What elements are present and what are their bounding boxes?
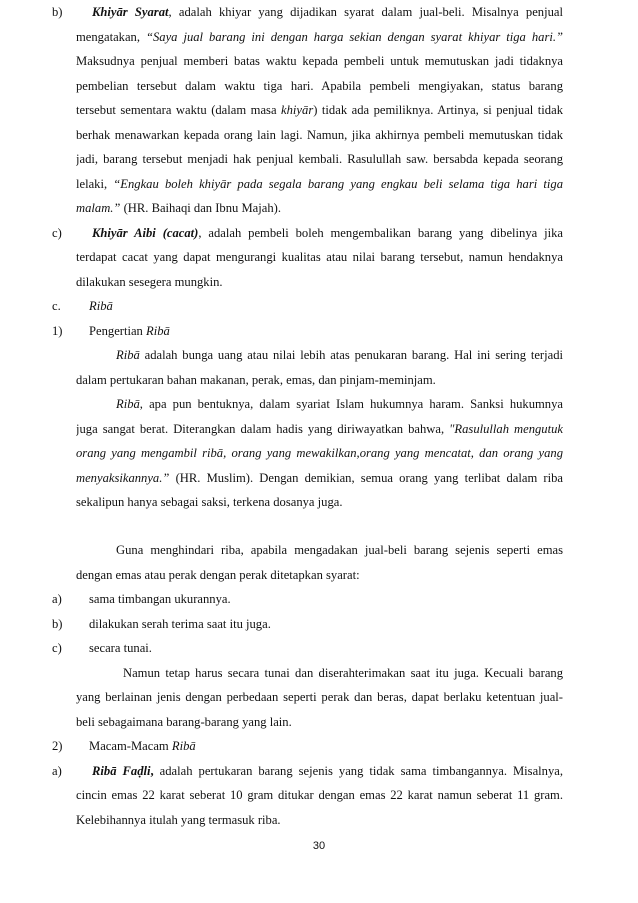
text-line — [76, 98, 563, 123]
text-line — [76, 74, 563, 99]
subsection-marker: 1) — [52, 323, 63, 338]
text-run: (HR. Muslim). Dengan demikian, semua orang yang terlibat dalam riba — [169, 470, 563, 485]
text-line — [76, 417, 563, 442]
text-run: yang berlainan jenis dengan perbedaan seperti perak dan beras, dapat berlaku ketentuan jual- — [76, 690, 563, 704]
text-run: Namun tetap harus secara tunai dan diserahterimakan saat itu juga. Kecuali barang — [123, 665, 563, 680]
text-line — [76, 123, 563, 148]
text-line — [76, 49, 563, 74]
text-run: dilakukan sesegera mungkin. — [76, 274, 223, 289]
text-line — [76, 25, 563, 50]
text-line — [76, 196, 281, 221]
text-run: , — [150, 763, 154, 778]
subsection-label: Pengertian — [89, 323, 147, 338]
text-run: lelaki, — [76, 176, 114, 191]
text-run: ) tidak ada pemiliknya. Artinya, si penjual tidak — [313, 103, 563, 117]
text-line — [76, 368, 436, 393]
text-line — [116, 343, 563, 368]
item-marker: b) — [52, 5, 63, 19]
list-marker: c) — [52, 641, 62, 655]
text-run: Ribā Faḍli — [92, 763, 151, 778]
subsection-label: Macam-Macam — [89, 739, 172, 753]
text-run: mengatakan, — [76, 29, 146, 44]
item-marker: c) — [52, 225, 62, 240]
text-line — [76, 710, 292, 735]
text-line — [76, 245, 563, 270]
text-run: Khiyār Aibi (cacat) — [92, 225, 199, 240]
text-line — [123, 661, 563, 686]
list-marker: b) — [52, 616, 63, 631]
text-run: sekalipun hanya sebagai saksi, terkena dosanya juga. — [76, 495, 343, 509]
text-run: (HR. Baihaqi dan Ibnu Majah). — [120, 201, 281, 215]
list-item: secara tunai. — [89, 641, 152, 655]
text-run: jadi, barang tersebut menjadi hak penjual kembali. Rasulullah saw. bersabda kepada seorang — [76, 152, 563, 166]
text-line — [92, 759, 563, 784]
page-number: 30 — [312, 840, 326, 852]
text-line — [76, 685, 563, 710]
subsection-term: Ribā — [171, 739, 196, 753]
text-run: Kelebihannya itulah yang termasuk riba. — [76, 812, 281, 827]
text-run: “Saya jual barang ini dengan harga sekian dengan syarat khiyar tiga hari.” — [145, 29, 563, 44]
subsection-title — [89, 734, 196, 759]
text-run: adalah bunga uang atau nilai lebih atas penukaran barang. Hal ini sering terjadi — [139, 348, 563, 362]
text-run: khiyār — [281, 103, 314, 117]
list-item: dilakukan serah terima saat itu juga. — [89, 616, 271, 631]
text-run: orang yang mengambil ribā, orang yang mewakilkan,orang yang mencatat, dan orang yang — [76, 446, 563, 460]
text-run: , apa pun bentuknya, dalam syariat Islam hukumnya haram. Sanksi hukumnya — [139, 397, 563, 411]
section-marker: c. — [52, 299, 61, 313]
text-line — [76, 808, 281, 833]
text-run: terdapat cacat yang dapat mengurangi kualitas atau nilai barang tersebut, namun hendaknya — [76, 250, 563, 264]
text-run: juga sangat berat. Diterangkan dalam hadis yang diriwayatkan bahwa, — [76, 421, 450, 436]
item-marker: a) — [52, 763, 62, 778]
text-run: malam.” — [76, 201, 121, 215]
text-run: , adalah pembeli boleh mengembalikan barang yang dibelinya jika — [198, 225, 563, 240]
text-run: menyaksikannya.” — [76, 470, 170, 485]
section-title: Ribā — [89, 299, 113, 313]
text-line — [76, 147, 563, 172]
text-line — [76, 172, 563, 197]
text-line — [116, 392, 563, 417]
text-line — [76, 270, 223, 295]
text-run: berhak menawarkan kepada orang lain lagi. Namun, jika akhirnya pembeli memutuskan tidak — [76, 127, 563, 142]
text-run: tersebut sementara waktu (dalam masa — [76, 103, 282, 117]
text-line — [76, 441, 563, 466]
text-run: adalah pertukaran barang sejenis yang tidak sama timbangannya. Misalnya, — [153, 763, 563, 778]
text-line — [116, 538, 563, 563]
text-run: “Engkau boleh khiyār pada segala barang yang engkau beli selama tiga hari tiga — [113, 176, 563, 191]
list-marker: a) — [52, 592, 62, 606]
text-run: beli sebagaimana barang-barang yang lain. — [76, 714, 292, 729]
text-line — [76, 490, 342, 515]
text-run: , adalah khiyar yang dijadikan syarat dalam jual-beli. Misalnya penjual — [168, 5, 563, 19]
subsection-term: Ribā — [146, 323, 170, 338]
list-item: sama timbangan ukurannya. — [89, 592, 231, 606]
text-run: cincin emas 22 karat seberat 10 gram ditukar dengan emas 22 karat namun seberat 11 gram. — [76, 788, 563, 802]
text-line — [76, 563, 360, 588]
text-run: dengan emas atau perak dengan perak ditetapkan syarat: — [76, 567, 360, 582]
text-run: Guna menghindari riba, apabila mengadakan jual-beli barang sejenis seperti emas — [116, 543, 563, 557]
subsection-title — [89, 319, 170, 344]
text-run: "Rasulullah mengutuk — [449, 421, 563, 436]
text-line — [76, 783, 563, 808]
text-line — [76, 466, 563, 491]
text-run: Ribā — [116, 348, 140, 362]
text-line — [92, 0, 563, 25]
text-line — [92, 221, 563, 246]
text-run: pembelian tersebut dalam waktu tiga hari. Apabila pembeli mengiyakan, status barang — [76, 78, 563, 93]
text-run: dalam pertukaran bahan makanan, perak, emas, dan pinjam-meminjam. — [76, 372, 436, 387]
subsection-marker: 2) — [52, 739, 63, 753]
text-run: Maksudnya penjual memberi batas waktu kepada pembeli untuk memutuskan jadi tidaknya — [76, 54, 563, 68]
text-run: Ribā — [116, 397, 140, 411]
text-run: Khiyār Syarat — [92, 5, 169, 19]
